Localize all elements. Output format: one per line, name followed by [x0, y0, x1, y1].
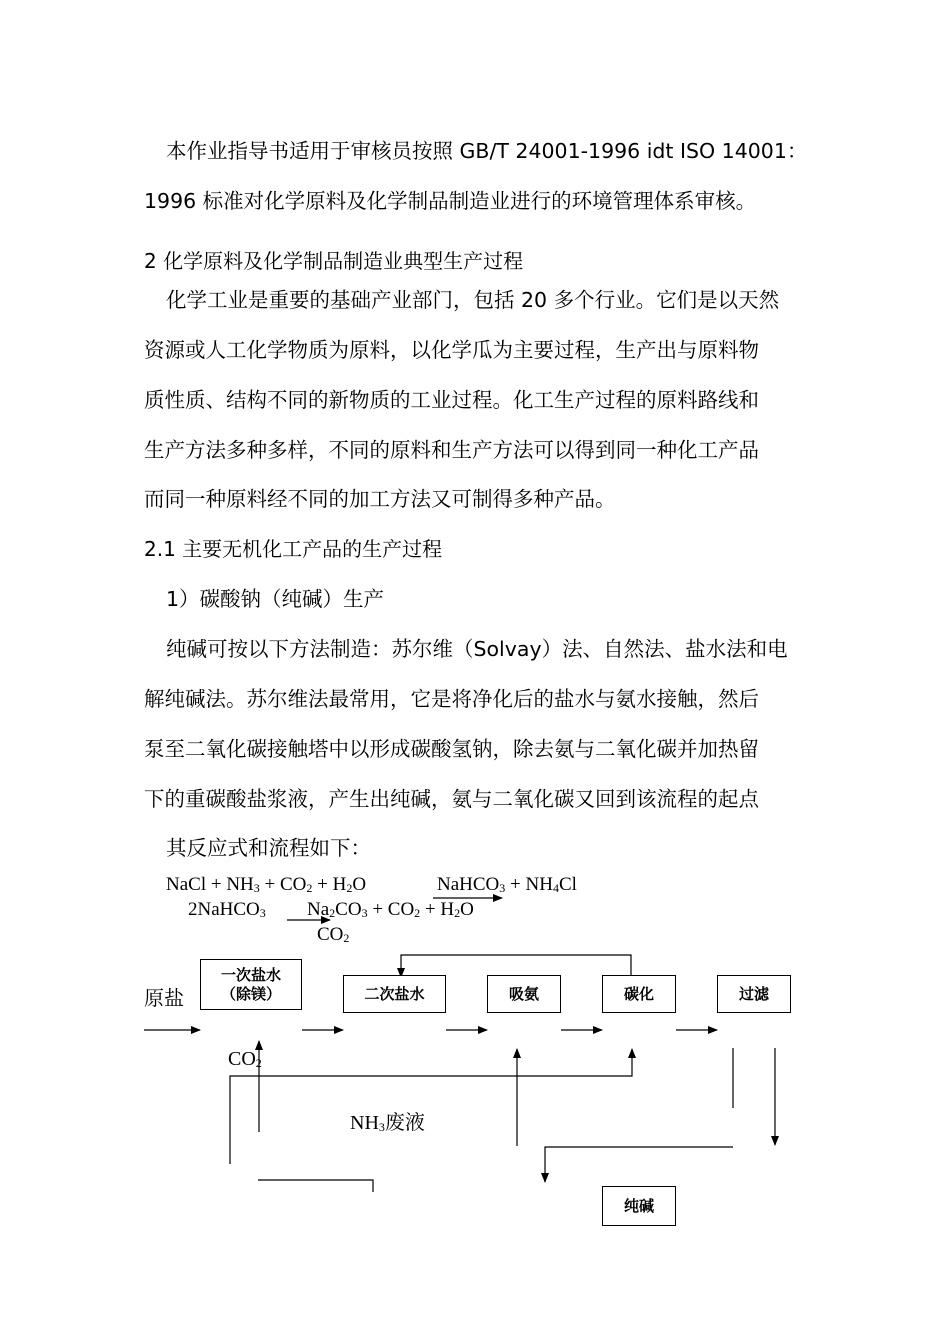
- soda-ash-box: 纯碱: [602, 1186, 676, 1226]
- primary-brine-box: [200, 959, 302, 1010]
- paragraph-line: 化学工业是重要的基础产业部门，包括 20 多个行业。它们是以天然: [166, 288, 780, 312]
- paragraph-line: 其反应式和流程如下：: [166, 836, 371, 860]
- paragraph-line: 本作业指导书适用于审核员按照 GB/T 24001-1996 idt ISO 14001：: [166, 139, 808, 163]
- paragraph-line: 而同一种原料经不同的加工方法又可制得多种产品。: [144, 487, 616, 511]
- primary-brine-note: （除镁）: [220, 984, 281, 1003]
- carbonation-box: 碳化: [602, 975, 676, 1013]
- paragraph-line: 下的重碳酸盐浆液，产生出纯碱，氨与二氧化碳又回到该流程的起点: [144, 787, 759, 811]
- nh3-waste-label: $NH_3$废液: [350, 1110, 425, 1134]
- reaction-1-reactants: NaCl + $NH_3 + CO_2 + H_2O$: [166, 874, 367, 895]
- paragraph-line: 质性质、结构不同的新物质的工业过程。化工生产过程的原料路线和: [144, 388, 759, 412]
- reaction-2-reactants: 2NaHCO$_3$: [188, 899, 266, 920]
- paragraph-line: 资源或人工化学物质为原料，以化学瓜为主要过程，生产出与原料物: [144, 338, 759, 362]
- reaction-2-byproduct: $CO_2$: [317, 924, 350, 945]
- paragraph-line: 纯碱可按以下方法制造：苏尔维（Solvay）法、自然法、盐水法和电: [166, 637, 788, 661]
- raw-salt-label: 原盐: [144, 986, 184, 1010]
- ammonia-absorption-box: 吸氨: [487, 975, 561, 1013]
- secondary-brine-box: 二次盐水: [343, 975, 446, 1013]
- co2-label: $CO_2$: [228, 1048, 262, 1070]
- list-item-heading: 1）碳酸钠（纯碱）生产: [166, 587, 385, 611]
- paragraph-line: 泵至二氧化碳接触塔中以形成碳酸氢钠，除去氨与二氧化碳并加热留: [144, 737, 759, 761]
- reaction-1-products: NaHCO$_3$ + $NH_4Cl$: [437, 874, 577, 895]
- reaction-2-products: $Na_2CO_3 + CO_2 + H_2O$: [307, 899, 474, 920]
- paragraph-line: 解纯碱法。苏尔维法最常用，它是将净化后的盐水与氨水接触，然后: [144, 687, 759, 711]
- filtration-box: 过滤: [717, 975, 791, 1013]
- paragraph-line: 1996 标准对化学原料及化学制品制造业进行的环境管理体系审核。: [144, 189, 757, 213]
- paragraph-line: 生产方法多种多样，不同的原料和生产方法可以得到同一种化工产品: [144, 438, 759, 462]
- primary-brine-label: 一次盐水: [220, 965, 281, 984]
- section-heading-2-1: 2.1 主要无机化工产品的生产过程: [144, 537, 443, 561]
- section-heading-2: 2 化学原料及化学制品制造业典型生产过程: [144, 249, 524, 273]
